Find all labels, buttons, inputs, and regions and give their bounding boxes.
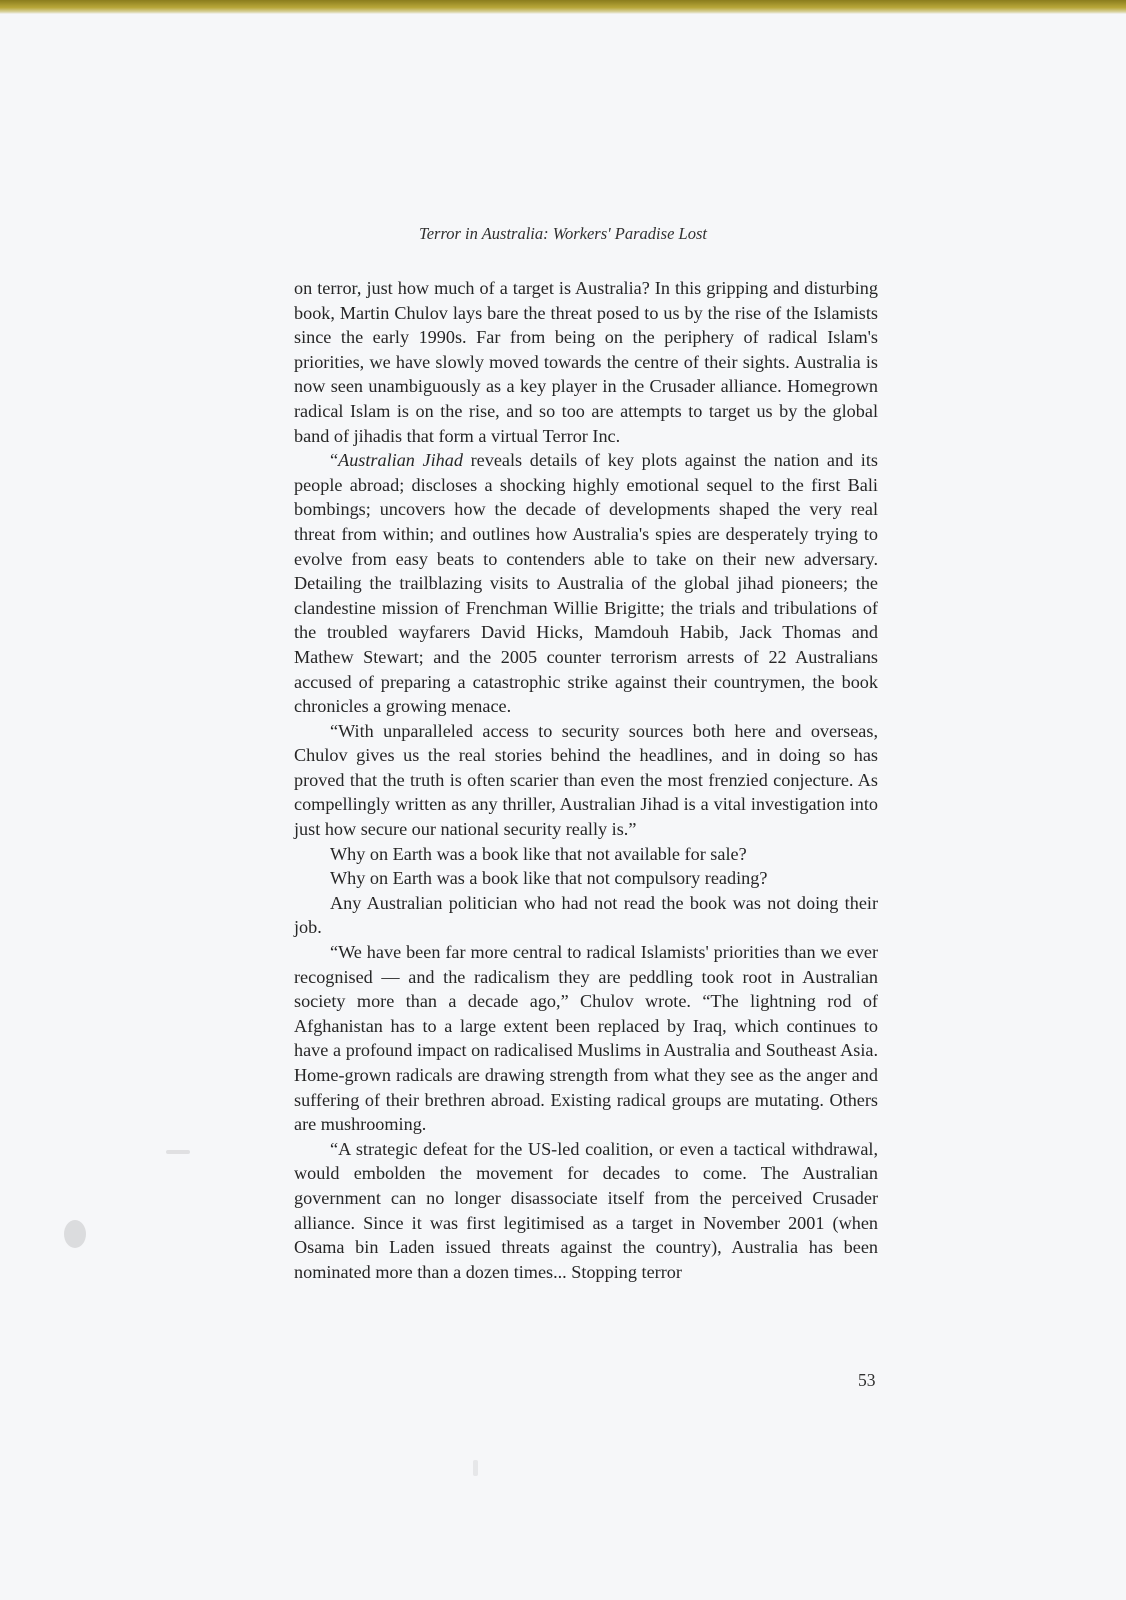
paragraph-5: Why on Earth was a book like that not compulsory reading? — [330, 868, 768, 889]
body-text — [294, 276, 878, 1284]
paragraph-6: Any Australian politician who had not read the book was not doing their job. — [294, 892, 878, 938]
scan-speck — [473, 1460, 478, 1476]
paragraph-2 — [294, 448, 878, 719]
paragraph-8: “A strategic defeat for the US-led coalition, or even a tactical withdrawal, would embolden the movement for decades to come. The Australian government can no longer disassociate itself from the perceived Crusader alliance. Since it was first legitimised as a target in November 2001 (when Osama bin Laden issued threats against the country), Australia has been nominated more than a dozen times... Stopping terror — [294, 1138, 878, 1282]
paragraph-1: on terror, just how much of a target is Australia? In this gripping and disturbing book, Martin Chulov lays bare the threat posed to us by the rise of the Islamists since the early 1990s. Far from being on the periphery of radical Islam's priorities, we have slowly moved towards the centre of their sights. Australia is now seen unambiguously as a key player in the Crusader alliance. Homegrown radical Islam is on the rise, and so too are attempts to target us by the global band of jihadis that form a virtual Terror Inc. — [294, 278, 878, 446]
scan-edge — [0, 0, 1126, 14]
paragraph-7: “We have been far more central to radical Islamists' priorities than we ever recognised — and the radicalism they are peddling took root in Australian society more than a decade ago,” Chulov wrote. “The lightning rod of Afghanistan has to a large extent been replaced by Iraq, which continues to have a profound impact on radicalised Muslims in Australia and Southeast Asia. Home-grown radicals are drawing strength from what they see as the anger and suffering of their brethren abroad. Existing radical groups are mutating. Others are mushrooming. — [294, 942, 878, 1135]
paragraph-4: Why on Earth was a book like that not available for sale? — [330, 843, 747, 864]
paragraph-3: “With unparalleled access to security sources both here and overseas, Chulov gives us the real stories behind the headlines, and in doing so has proved that the truth is often scarier than even the most frenzied conjecture. As compellingly written as any thriller, Australian Jihad is a vital investigation into just how secure our national security really is.” — [294, 720, 878, 840]
paragraph-2-text: reveals details of key plots against the nation and its people abroad; discloses a shocking highly emotional sequel to the first Bali bombings; uncovers how the decade of developments shaped the very real threat from within; and outlines how Australia's spies are desperately trying to evolve from easy beats to contenders able to take on their new adversary. Detailing the trailblazing visits to Australia of the global jihad pioneers; the clandestine mission of Frenchman Willie Brigitte; the trials and tribulations of the troubled wayfarers David Hicks, Mamdouh Habib, Jack Thomas and Mathew Stewart; and the 2005 counter terrorism arrests of 22 Australians accused of preparing a catastrophic strike against their countrymen, the book chronicles a growing menace. — [294, 450, 878, 717]
book-title: Australian Jihad — [338, 450, 463, 471]
page-number: 53 — [858, 1370, 876, 1390]
scan-speck — [64, 1220, 86, 1248]
scan-speck — [166, 1150, 190, 1154]
running-head: Terror in Australia: Workers' Paradise Lost — [419, 224, 707, 243]
open-quote: “ — [330, 450, 339, 471]
book-page — [0, 14, 1126, 1600]
